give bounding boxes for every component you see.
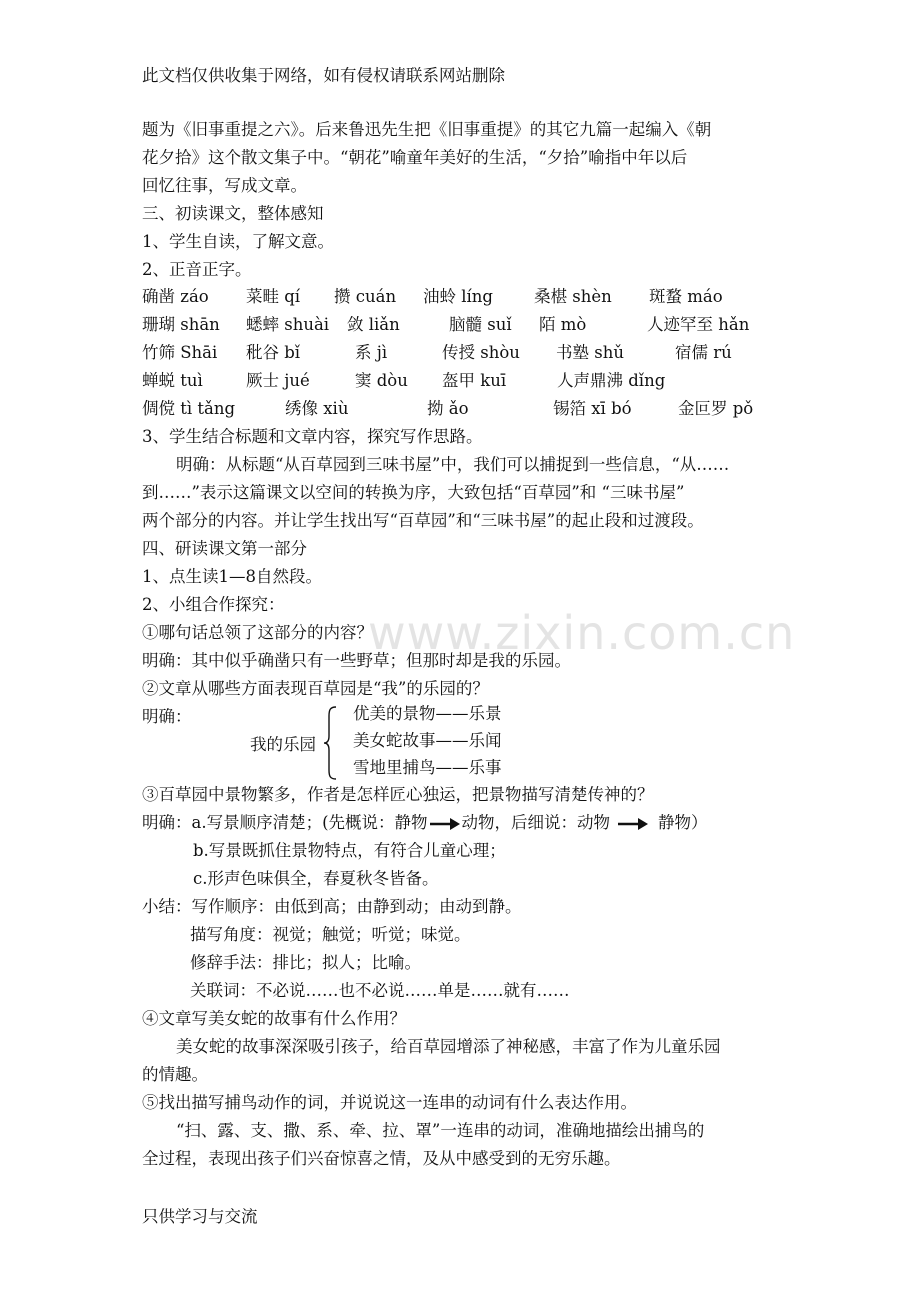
answer-line: b.写景既抓住景物特点，有符合儿童心理； <box>193 841 506 860</box>
brace-root: 我的乐园 <box>250 735 316 754</box>
arrow-right-icon <box>430 817 460 831</box>
answer-segment: 动物，后细说：动物 <box>461 813 611 832</box>
question-line: ⑤找出描写捕鸟动作的词，并说说这一连串的动词有什么表达作用。 <box>142 1093 637 1112</box>
pinyin-item: 蟋蟀 shuài <box>246 315 330 334</box>
pinyin-item: 厥士 jué <box>246 371 310 390</box>
watermark: www.zixin.com.cn <box>368 606 796 660</box>
pinyin-item: 桑椹 shèn <box>534 287 612 306</box>
pinyin-item: 斑蝥 máo <box>649 287 723 306</box>
summary-line: 小结：写作顺序：由低到高；由静到动；由动到静。 <box>142 897 522 916</box>
answer-segment: 静物） <box>658 813 708 832</box>
question-line: ②文章从哪些方面表现百草园是“我”的乐园的？ <box>142 679 489 698</box>
arrow-right-icon <box>618 817 648 831</box>
pinyin-item: 脑髓 suǐ <box>449 315 512 334</box>
pinyin-item: 宿儒 rú <box>675 343 732 362</box>
question-line: ③百草园中景物繁多，作者是怎样匠心独运，把景物描写清楚传神的？ <box>142 785 654 804</box>
summary-line: 关联词：不必说……也不必说……单是……就有…… <box>190 981 570 1000</box>
step-line: 2、小组合作探究： <box>142 595 285 614</box>
step-line: 1、点生读1—8自然段。 <box>142 567 322 586</box>
pinyin-item: 锡箔 xī bó <box>553 399 632 418</box>
paragraph-line: 回忆往事，写成文章。 <box>142 176 307 195</box>
step-line: 3、学生结合标题和文章内容，探究写作思路。 <box>142 427 483 446</box>
pinyin-item: 菜畦 qí <box>246 287 301 306</box>
paragraph-line: 两个部分的内容。并让学生找出写“百草园”和“三味书屋”的起止段和过渡段。 <box>142 511 704 530</box>
pinyin-item: 秕谷 bǐ <box>246 343 301 362</box>
paragraph-line: 花夕拾》这个散文集子中。“朝花”喻童年美好的生活，“夕拾”喻指中年以后 <box>142 148 688 167</box>
paragraph-line: 明确：从标题“从百草园到三味书屋”中，我们可以捕捉到一些信息，“从…… <box>176 455 730 474</box>
brace-item: 优美的景物——乐景 <box>353 704 502 723</box>
step-line: 1、学生自读，了解文意。 <box>142 232 334 251</box>
pinyin-item: 传授 shòu <box>442 343 520 362</box>
pinyin-item: 金叵罗 pǒ <box>678 399 754 418</box>
pinyin-item: 绣像 xiù <box>285 399 349 418</box>
paragraph-line: 全过程，表现出孩子们兴奋惊喜之情，及从中感受到的无穷乐趣。 <box>142 1149 621 1168</box>
brace-item: 雪地里捕鸟——乐事 <box>353 758 502 777</box>
paragraph-line: 题为《旧事重提之六》。后来鲁迅先生把《旧事重提》的其它九篇一起编入《朝 <box>142 120 712 139</box>
pinyin-item: 系 jì <box>355 343 388 362</box>
pinyin-item: 蝉蜕 tuì <box>142 371 203 390</box>
brace-icon <box>323 706 337 780</box>
brace-item: 美女蛇故事——乐闻 <box>353 731 502 750</box>
pinyin-item: 人声鼎沸 dǐng <box>557 371 666 390</box>
pinyin-item: 盔甲 kuī <box>442 371 507 390</box>
pinyin-item: 陌 mò <box>539 315 587 334</box>
pinyin-item: 确凿 záo <box>142 287 209 306</box>
question-line: ①哪句话总领了这部分的内容？ <box>142 623 373 642</box>
pinyin-item: 敛 liǎn <box>347 315 400 334</box>
paragraph-line: 到……”表示这篇课文以空间的转换为序，大致包括“百草园”和 “三味书屋” <box>142 483 685 502</box>
pinyin-item: 珊瑚 shān <box>142 315 220 334</box>
summary-line: 描写角度：视觉；触觉；听觉；味觉。 <box>190 925 471 944</box>
pinyin-item: 倜傥 tì tǎng <box>142 399 236 418</box>
summary-line: 修辞手法：排比；拟人；比喻。 <box>190 953 421 972</box>
paragraph-line: 美女蛇的故事深深吸引孩子，给百草园增添了神秘感，丰富了作为儿童乐园 <box>176 1037 721 1056</box>
section-heading: 三、初读课文，整体感知 <box>142 204 324 223</box>
section-heading: 四、研读课文第一部分 <box>142 539 307 558</box>
paragraph-line: 的情趣。 <box>142 1065 208 1084</box>
page-footer: 只供学习与交流 <box>142 1207 258 1226</box>
pinyin-item: 人迹罕至 hǎn <box>647 315 750 334</box>
answer-line: c.形声色味俱全，春夏秋冬皆备。 <box>193 869 439 888</box>
step-line: 2、正音正字。 <box>142 260 252 279</box>
answer-line: 明确：其中似乎确凿只有一些野草；但那时却是我的乐园。 <box>142 651 571 670</box>
pinyin-item: 书塾 shǔ <box>556 343 624 362</box>
answer-segment: 明确：a.写景顺序清楚；(先概说：静物 <box>142 813 428 832</box>
question-line: ④文章写美女蛇的故事有什么作用？ <box>142 1009 406 1028</box>
page-header: 此文档仅供收集于网络，如有侵权请联系网站删除 <box>142 66 505 85</box>
pinyin-item: 竹筛 Shāi <box>142 343 218 362</box>
pinyin-item: 拗 ǎo <box>427 399 469 418</box>
answer-label: 明确： <box>142 707 192 726</box>
pinyin-item: 窦 dòu <box>355 371 408 390</box>
paragraph-line: “扫、露、支、撒、系、牵、拉、罩”一连串的动词，准确地描绘出捕鸟的 <box>176 1121 705 1140</box>
pinyin-item: 油蛉 líng <box>423 287 493 306</box>
answer-line <box>142 813 708 833</box>
pinyin-item: 攒 cuán <box>334 287 397 306</box>
